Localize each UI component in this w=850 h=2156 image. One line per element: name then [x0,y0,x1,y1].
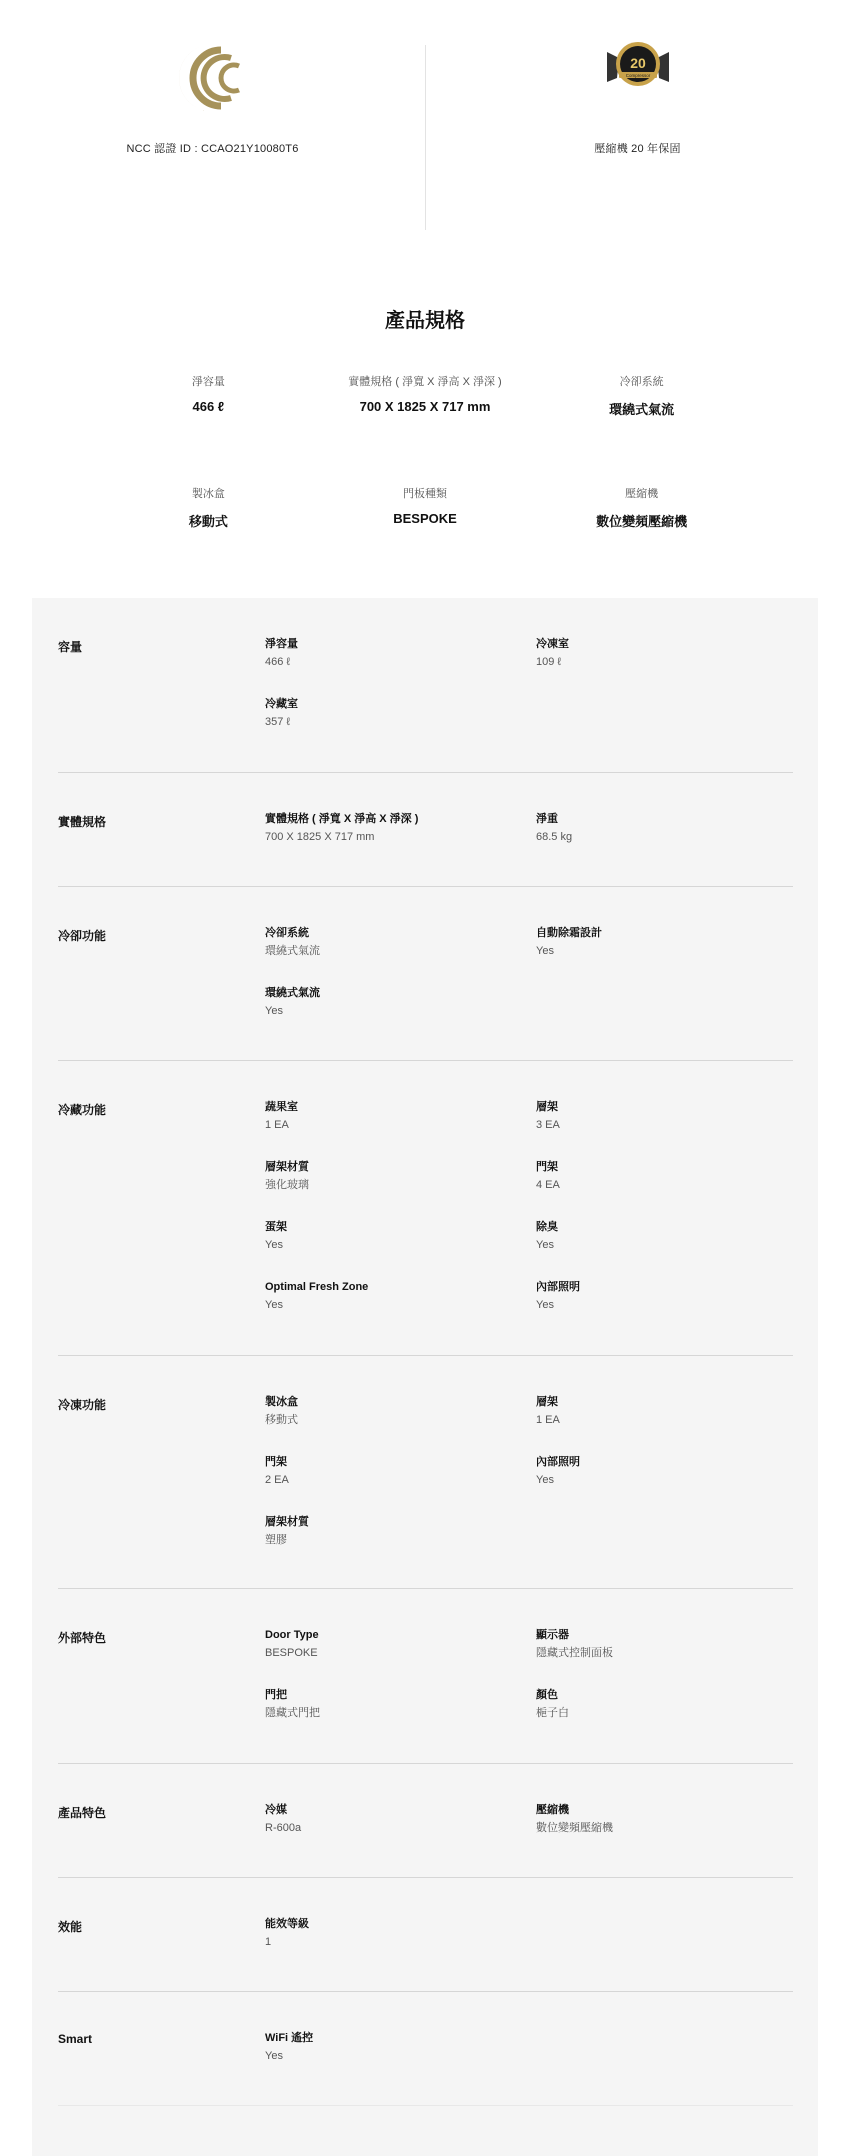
spec-item-value: 梔子白 [536,1707,569,1719]
spec-item-value: Yes [265,1005,283,1017]
spec-item [265,925,505,959]
ncc-logo-icon [0,38,425,126]
key-spec [533,373,750,418]
spec-item [265,811,505,845]
spec-item-value: Yes [536,945,554,957]
spec-item-value: 4 EA [536,1179,560,1191]
spec-item [536,1279,776,1313]
key-spec-value: 700 X 1825 X 717 mm [359,399,491,414]
spec-section-efficiency [58,1878,793,1992]
spec-item-label: 門架 [536,1161,558,1173]
spec-item-label: 冷媒 [265,1804,287,1816]
spec-item-label: 能效等級 [265,1918,309,1930]
spec-item [265,1159,505,1193]
spec-item [265,1687,505,1721]
spec-section-exterior [58,1589,793,1764]
spec-item-value: Yes [536,1474,554,1486]
key-spec [100,373,317,418]
spec-item-value: 塑膠 [265,1534,287,1546]
spec-item [536,925,776,959]
spec-item [536,1219,776,1253]
spec-section-freezer [58,1356,793,1589]
spec-item-label: 除臭 [536,1221,558,1233]
spec-item-label: 冷藏室 [265,698,298,710]
spec-section-dimensions [58,773,793,887]
spec-item-value: R-600a [265,1822,302,1834]
spec-item-label: 層架材質 [265,1516,309,1528]
spec-item-label: 內部照明 [536,1281,580,1293]
spec-item-value: 移動式 [265,1414,298,1426]
emblem-text: Compressor [625,73,650,78]
spec-item [265,2030,505,2064]
spec-category: 容量 [58,640,83,654]
key-spec-value: 數位變頻壓縮機 [596,514,688,529]
key-specs-row [100,485,750,530]
spec-item [536,636,776,670]
key-spec-value: 環繞式氣流 [609,402,675,417]
spec-item-label: 壓縮機 [536,1804,569,1816]
spec-item-value: Yes [265,1239,283,1251]
spec-item-value: 數位變頻壓縮機 [536,1822,613,1834]
spec-category: 產品特色 [58,1806,107,1820]
spec-item-value: 466 ℓ [265,656,290,668]
spec-item-value: 隱藏式門把 [265,1707,320,1719]
spec-item-value: 2 EA [265,1474,289,1486]
spec-category: 效能 [58,1920,83,1934]
spec-section-cooling [58,887,793,1061]
spec-item-label: 冷卻系統 [265,927,309,939]
spec-item [265,1099,505,1133]
spec-item-label: 淨容量 [265,638,298,650]
spec-item-label: 顯示器 [536,1629,569,1641]
spec-item-label: 製冰盒 [265,1396,298,1408]
spec-item [265,636,505,670]
emblem-number: 20 [629,55,646,71]
spec-item-value: 強化玻璃 [265,1179,309,1191]
spec-item [536,1159,776,1193]
ncc-badge [0,38,425,156]
spec-item-label: Optimal Fresh Zone [265,1281,369,1293]
spec-section-features [58,1764,793,1878]
spec-item-label: WiFi 遙控 [265,2032,314,2044]
spec-item [536,1454,776,1488]
spec-category: 實體規格 [58,815,107,829]
key-specs-row [100,373,750,418]
spec-item-label: 門把 [265,1689,287,1701]
spec-item-label: 淨重 [536,813,558,825]
spec-item [536,1627,776,1661]
key-spec-label: 門板種類 [403,488,447,500]
warranty-emblem-icon [425,38,850,126]
spec-item-value: BESPOKE [265,1647,318,1659]
spec-item-label: 實體規格 ( 淨寬 X 淨高 X 淨深 ) [265,813,419,825]
certification-badges [0,0,850,300]
spec-item [536,1802,776,1836]
spec-category: 冷藏功能 [58,1103,107,1117]
warranty-badge [425,38,850,156]
spec-category: 外部特色 [58,1631,107,1645]
spec-item-label: 蛋架 [265,1221,287,1233]
spec-item-value: 357 ℓ [265,716,290,728]
spec-item [265,1394,505,1428]
key-spec-label: 壓縮機 [625,488,659,500]
key-specs-title: 產品規格 [385,310,465,332]
spec-item-value: 隱藏式控制面板 [536,1647,613,1659]
spec-item-label: 蔬果室 [265,1101,298,1113]
spec-item [536,1099,776,1133]
spec-item-value: 1 EA [536,1414,560,1426]
spec-section-refrigeration [58,1061,793,1356]
spec-item-label: Door Type [265,1629,319,1641]
spec-item-label: 層架材質 [265,1161,309,1173]
key-spec [100,485,317,530]
spec-item-value: Yes [265,2050,283,2062]
key-spec-label: 冷卻系統 [619,376,664,388]
spec-item-label: 層架 [536,1396,558,1408]
spec-item [265,1219,505,1253]
spec-item-label: 自動除霜設計 [536,927,602,939]
key-spec [317,373,534,418]
spec-item-label: 冷凍室 [536,638,569,650]
spec-item [265,1627,505,1661]
spec-item-value: Yes [536,1299,554,1311]
spec-item [265,985,505,1019]
spec-category: 冷卻功能 [58,929,107,943]
key-spec [317,485,534,530]
spec-item-value: 68.5 kg [536,831,573,843]
spec-item [265,1514,505,1548]
spec-item-value: 700 X 1825 X 717 mm [265,831,375,843]
spec-item-label: 環繞式氣流 [265,987,320,999]
key-spec-label: 淨容量 [191,376,225,388]
spec-item-value: 1 EA [265,1119,289,1131]
key-spec-label: 實體規格 ( 淨寬 X 淨高 X 淨深 ) [348,376,502,388]
spec-item [265,1279,505,1313]
spec-section-smart [58,1992,793,2106]
warranty-caption: 壓縮機 20 年保固 [594,143,681,155]
spec-item-value: Yes [265,1299,283,1311]
spec-section-capacity [58,598,793,773]
spec-item [265,1916,505,1950]
key-spec [533,485,750,530]
spec-item [536,1394,776,1428]
ncc-caption: NCC 認證 ID : CCAO21Y10080T6 [126,143,299,155]
badge-divider [425,45,426,230]
spec-item [536,811,776,845]
spec-item [265,1802,505,1836]
spec-item-label: 內部照明 [536,1456,580,1468]
spec-item-label: 顏色 [536,1689,558,1701]
key-spec-value: 移動式 [188,514,228,529]
spec-category: 冷凍功能 [58,1398,107,1412]
spec-item [536,1687,776,1721]
key-spec-value: BESPOKE [393,511,457,526]
spec-item-value: 1 [265,1936,272,1948]
spec-item-value: 3 EA [536,1119,560,1131]
spec-item-value: 109 ℓ [536,656,561,668]
key-spec-value: 466 ℓ [192,399,225,414]
spec-table [32,598,818,2156]
spec-category: Smart [58,2032,93,2046]
spec-item [265,1454,505,1488]
spec-item-label: 層架 [536,1101,558,1113]
spec-item-value: Yes [536,1239,554,1251]
spec-item-label: 門架 [265,1456,287,1468]
spec-item [265,696,505,730]
key-spec-label: 製冰盒 [191,488,225,500]
spec-item-value: 環繞式氣流 [265,945,320,957]
